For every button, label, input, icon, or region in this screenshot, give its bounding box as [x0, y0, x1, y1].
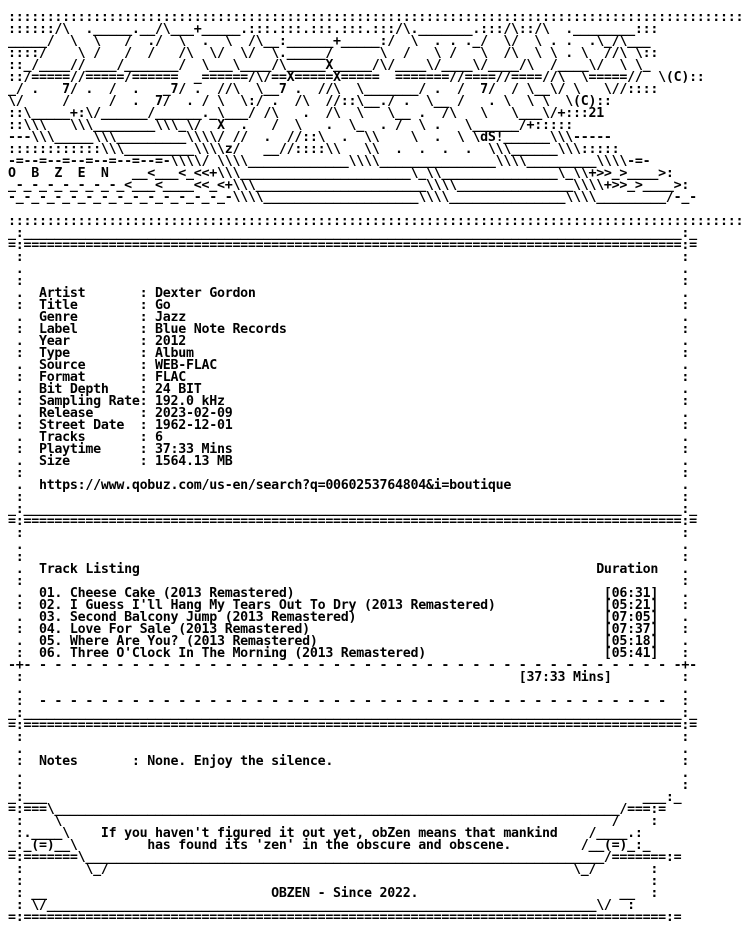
nfo-line: . .	[8, 742, 697, 757]
nfo-line: : 04. Love For Sale (2013 Remastered) [07:37] :	[8, 622, 697, 637]
nfo-line: : \ / :	[8, 814, 666, 829]
nfo-line: : :	[8, 526, 697, 541]
nfo-line: . 03. Second Balcony Jump (2013 Remastered) [07:05] .	[8, 610, 697, 625]
nfo-line: : Title : Go :	[8, 298, 697, 313]
banner-line: ::::/ \ / / / /\ \/ \/ \._____/ \ / \ / \ /\ \ \ . \ //\ \::	[8, 46, 659, 61]
nfo-line: . Tracks : 6 .	[8, 430, 697, 445]
nfo-line: : [37:33 Mins] :	[8, 670, 697, 685]
nfo-line: =:===\_________________________________________________________________________/===:=	[8, 802, 666, 817]
nfo-line: : :	[8, 274, 697, 289]
nfo-line: : :	[8, 466, 697, 481]
nfo-line: =:=======\___________________________________________________________________/=======:=	[8, 850, 682, 865]
nfo-line: _:_____________________________________________________________________________________:_	[8, 502, 697, 517]
nfo-line: . Bit Depth : 24 BIT .	[8, 382, 697, 397]
banner-line: :::::::::::::::::::::::::::::::::::::::::::::::::::::::::::::::::::::::::::::::::::::::::::::::	[8, 10, 743, 25]
nfo-line: : Playtime : 37:33 Mins :	[8, 442, 697, 457]
nfo-line: : - - - - - - - - - - - - - - - - - - - - - - - - - - - - - - - - - - - - - - - - - :	[8, 694, 697, 709]
nfo-line: : Label : Blue Note Records :	[8, 322, 697, 337]
nfo-line: . .	[8, 766, 697, 781]
banner-line: ::::::::::::\\\_________\\\\z/ __//::::\\ \\ . . . . \\\______\\\:::::	[8, 142, 620, 157]
nfo-line: : 06. Three O'Clock In The Morning (2013 Remastered) [05:41] :	[8, 646, 697, 661]
nfo-line: =:=====================================================================================:=	[8, 514, 697, 529]
banner-line: O B Z E N __<___<_<<+\\\______________________\_\\_______________\_\\+>>_>____>:	[8, 166, 674, 181]
nfo-line: : __ OBZEN - Since 2022. __ :	[8, 886, 666, 901]
banner-line: \/ / / . 7/ . / \ \:/ . /\ //::\__./ . \__ / . \ \ \ \(C)::	[8, 94, 612, 109]
nfo-line: : :	[8, 250, 697, 265]
nfo-line: _:___ ___:_	[8, 790, 682, 805]
nfo-line: =:===================================================================================:=	[8, 910, 682, 925]
nfo-line: =:=====================================================================================:=	[8, 718, 697, 733]
nfo-line: . https://www.qobuz.com/us-en/search?q=0060253764804&i=boutique .	[8, 478, 697, 493]
nfo-line: :.____\ If you haven't figured it out yet, obZen means that mankind /____.:	[8, 826, 651, 841]
nfo-line: . Size : 1564.13 MB .	[8, 454, 697, 469]
nfo-line: -+- - - - - - - - - - - - - - - - - - - - - - - - - - - - - - - - - - - - - - - - - - -+-	[8, 658, 697, 673]
nfo-line: : :	[8, 730, 697, 745]
nfo-line: . Artist : Dexter Gordon .	[8, 286, 697, 301]
nfo-line: . 05. Where Are You? (2013 Remastered) [05:18] .	[8, 634, 697, 649]
nfo-line: : :	[8, 490, 697, 505]
nfo-line: =:=====================================================================================:=	[8, 238, 697, 253]
nfo-line: : :	[8, 874, 666, 889]
nfo-line: . Genre : Jazz .	[8, 310, 697, 325]
nfo-line: . Release : 2023-02-09 .	[8, 406, 697, 421]
nfo-line: : Sampling Rate: 192.0 kHz :	[8, 394, 697, 409]
nfo-line: : :	[8, 778, 697, 793]
banner-line: ::::::/\ ._____.__/\___+_____.:::.:::.:::.:::.:::/\._______.:::/\::/\ .________:::	[8, 22, 659, 37]
banner-line: -_-_-_-_-_-_-_-_-_-_-_-_-_-_-\\\\____________________\\\\_______________\\\\_________/-_-	[8, 190, 697, 205]
nfo-line: : Format : FLAC :	[8, 370, 697, 385]
nfo-line: : Type : Album :	[8, 346, 697, 361]
nfo-line: . Track Listing Duration .	[8, 562, 697, 577]
nfo-line: : :	[8, 550, 697, 565]
banner-line: ::_/____//____/_______/ \___\____/\_____X_____/\/____\/____\/____/\ /____\/ \ \_	[8, 58, 651, 73]
nfo-line: . .	[8, 538, 697, 553]
nfo-line: _:_____________________________________________________________________________________:_	[8, 706, 697, 721]
nfo-line: _:_(=)__\ has found its 'zen' in the obscure and obscene. /__(=)_:_	[8, 838, 651, 853]
nfo-document	[8, 12, 743, 924]
nfo-line: . Year : 2012 .	[8, 334, 697, 349]
nfo-line: :::::::::::::::::::::::::::::::::::::::::::::::::::::::::::::::::::::::::::::::::::::::::::::::	[8, 214, 743, 229]
banner-line: ---\\\_____\\\_________\\\\/ // . //::\ . \\ \ . \ \dS!______\\\-----	[8, 130, 612, 145]
banner-line: ::/=====//=====/====== _======/\/==X=====X===== =======//====//====//\ \=====// \(C)::	[8, 70, 705, 85]
nfo-line: . .	[8, 682, 697, 697]
banner-line: ::\_____+:\/______/______._\___/ /\ . /\ \ \__ . /\ \ \___\/+:::21	[8, 106, 604, 121]
nfo-line: . 01. Cheese Cake (2013 Remastered) [06:31] .	[8, 586, 697, 601]
nfo-line: _:_____________________________________________________________________________________:_	[8, 226, 697, 241]
nfo-line: : Notes : None. Enjoy the silence. :	[8, 754, 697, 769]
banner-line: -=--=--=--=--=--=--=-\\\\/ \\\\_____________\\\\_______________\\\\_________\\\\-=-	[8, 154, 651, 169]
banner-line: _-_-_-_-_-_-_-_<___<____<<_<+\\\______________________\\\\_______________\\\\+>>_>____>:	[8, 178, 690, 193]
nfo-line: : \_/ \_/ :	[8, 862, 666, 877]
banner-line: _/ . 7/ . / . _7/ . //\ \__7 . //\ \_______/ . / 7/ / \__\/ \ \//::::	[8, 82, 659, 97]
nfo-line: . .	[8, 262, 697, 277]
nfo-line: : Street Date : 1962-12-01 :	[8, 418, 697, 433]
banner-line: ::\\\ \\\________\\\_\/ X . / \ . \_ . / \ . \______/+:::::	[8, 118, 573, 133]
nfo-line: : \/_______________________________________________________________________\/ :	[8, 898, 643, 913]
banner-line: _____/ \ \ / ./ \ . \ /\__:______+_____:/ \ . . ._/ \/ \ . . .\_/\___	[8, 34, 651, 49]
nfo-line: : :	[8, 574, 697, 589]
nfo-line: : 02. I Guess I'll Hang My Tears Out To Dry (2013 Remastered) [05:21] :	[8, 598, 697, 613]
nfo-line: . Source : WEB-FLAC .	[8, 358, 697, 373]
